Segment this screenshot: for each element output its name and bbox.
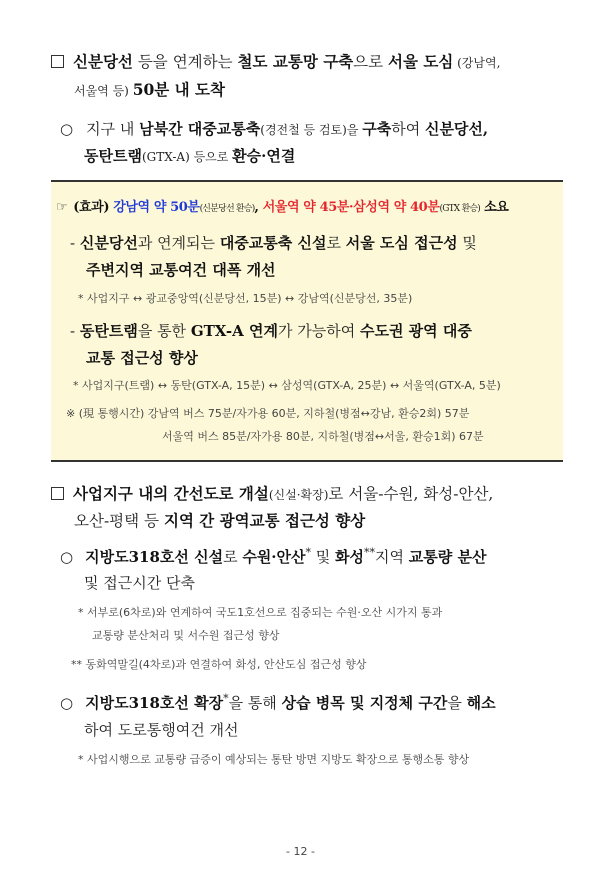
- text: 신분당선: [73, 52, 133, 71]
- sec1-heading-line2: [74, 78, 225, 100]
- text: 로: [326, 234, 346, 252]
- box-note-3b: 서울역 버스 85분/자가용 80분, 지하철(병점↔서울, 환승1회) 67분: [162, 430, 484, 443]
- text: 수원·안산: [242, 548, 306, 566]
- footnote-mark: **: [364, 546, 376, 559]
- text: 지방도318호선 확장: [85, 694, 224, 712]
- text: (효과): [73, 200, 114, 215]
- box-dash-2-cont: [86, 347, 198, 368]
- text: -: [70, 234, 80, 252]
- circle-bullet: ○: [60, 548, 74, 566]
- text: 지구 내: [86, 120, 140, 138]
- circle-bullet: ○: [60, 120, 74, 138]
- text: 을 통한: [137, 322, 191, 340]
- text: (강남역,: [453, 56, 501, 70]
- sec1-heading-line1: [51, 50, 500, 72]
- text: (신설·확장): [268, 488, 329, 502]
- text: 주변지역 교통여건 대폭 개선: [86, 261, 276, 279]
- text: 환승·연결: [232, 147, 296, 165]
- box-dash-1: [70, 232, 477, 253]
- text: 소요: [479, 200, 509, 215]
- box-note-1: * 사업지구 ↔ 광교중앙역(신분당선, 15분) ↔ 강남역(신분당선, 35분): [78, 292, 413, 305]
- sec1-circle-line1: [60, 118, 488, 139]
- text: 하여: [391, 120, 425, 138]
- text: 서울역 약 45분·삼성역 약 40분: [262, 200, 440, 215]
- text: 교통 접근성 향상: [86, 349, 198, 367]
- sec2-circle-2-cont: 하여 도로통행여건 개선: [84, 721, 239, 739]
- text: 남북간 대중교통축: [139, 120, 261, 138]
- text: 강남역 약 50분: [113, 200, 200, 215]
- box-note-2: * 사업지구(트램) ↔ 동탄(GTX-A, 15분) ↔ 삼성역(GTX-A, 25분) ↔ 서울역(GTX-A, 5분): [73, 379, 501, 392]
- text: 로: [223, 548, 243, 566]
- text: 신분당선,: [424, 120, 489, 138]
- footnote-mark: *: [223, 692, 229, 705]
- text: 을 통해: [228, 694, 282, 712]
- text: 및: [457, 234, 477, 252]
- page-number: - 12 -: [286, 845, 315, 858]
- footnote-mark: *: [305, 546, 312, 559]
- text: -: [70, 322, 80, 340]
- text: (GTX-A) 등으로: [141, 150, 233, 164]
- text: GTX-A 연계: [190, 322, 278, 340]
- text: (GTX 환승): [439, 204, 480, 214]
- text: (경전철 등 검토)을: [260, 123, 363, 137]
- text: ,: [254, 200, 263, 215]
- text: 지방도318호선 신설: [85, 548, 224, 566]
- text: 서울 도심 접근성: [345, 234, 458, 252]
- text: 으로: [353, 53, 389, 71]
- sec2-note-1a: * 서부로(6차로)와 연계하여 국도1호선으로 집중되는 수원·오산 시가지 통과: [78, 606, 443, 619]
- sec2-heading-line1: [51, 482, 493, 504]
- text: 가 가능하여: [277, 322, 360, 340]
- sec2-note-3: * 사업시행으로 교통량 급증이 예상되는 통탄 방면 지방도 확장으로 통행소통 향상: [78, 753, 470, 766]
- sec2-circle-1-cont: 및 접근시간 단축: [84, 574, 195, 592]
- sec2-circle-1: [60, 546, 486, 567]
- text: 수도권 광역 대중: [359, 322, 472, 340]
- text: 교통량 분산: [408, 548, 487, 566]
- sec2-circle-2: [60, 692, 496, 713]
- pointing-hand-icon: ☞: [56, 200, 68, 215]
- sec1-circle-line2: [84, 145, 295, 166]
- text: 지역 간 광역교통 접근성 향상: [163, 511, 366, 530]
- text: 사업지구 내의 간선도로 개설: [73, 484, 269, 503]
- text: (신분당선 환승): [199, 204, 255, 214]
- text: 신분당선: [79, 234, 138, 252]
- sec2-heading-line2: [74, 509, 365, 531]
- box-dash-2: [70, 320, 472, 341]
- sec2-note-2: ** 동화역말길(4차로)과 연결하여 화성, 안산도심 접근성 향상: [71, 658, 367, 671]
- text: 상습 병목 및 지정체 구간: [281, 694, 448, 712]
- text: 동탄트램: [79, 322, 138, 340]
- text: 구축: [362, 120, 392, 138]
- text: 지역: [375, 548, 409, 566]
- text: 해소: [466, 694, 496, 712]
- text: 로 서울-수원, 화성-안산,: [328, 485, 494, 503]
- text: 및: [311, 548, 336, 566]
- text: 등을 연계하는: [132, 53, 238, 71]
- sec2-note-1b: 교통량 분산처리 및 서수원 접근성 향상: [92, 629, 280, 642]
- text: 동탄트램: [84, 147, 142, 165]
- box-note-3a: ※ (現 통행시간) 강남역 버스 75분/자가용 60분, 지하철(병점↔강남, 환승2회) 57분: [66, 407, 470, 420]
- box-dash-1-cont: [86, 259, 276, 280]
- text: 과 연계되는: [137, 234, 220, 252]
- text: 대중교통축 신설: [219, 234, 327, 252]
- text: 화성: [335, 548, 365, 566]
- effect-line: [56, 196, 508, 215]
- text: 50분 내 도착: [132, 80, 225, 99]
- text: 오산-평택 등: [74, 512, 164, 530]
- text: 서울역 등): [74, 84, 133, 98]
- circle-bullet: ○: [60, 694, 74, 712]
- square-bullet-icon: [51, 55, 64, 68]
- text: 을: [447, 694, 467, 712]
- square-bullet-icon: [51, 487, 64, 500]
- text: 철도 교통망 구축: [237, 52, 354, 71]
- text: 서울 도심: [388, 52, 454, 71]
